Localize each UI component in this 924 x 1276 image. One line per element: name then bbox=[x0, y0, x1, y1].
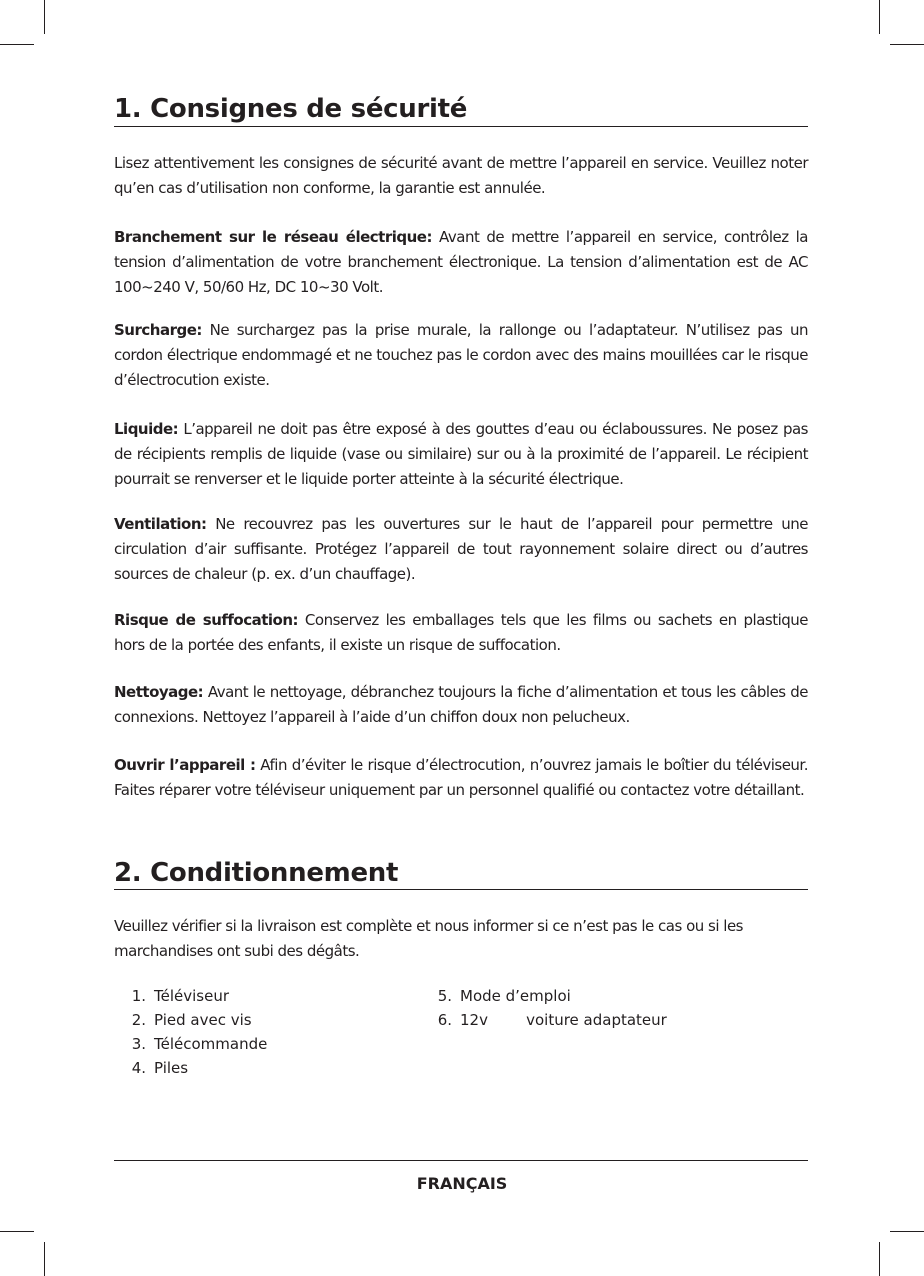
safety-item-overload bbox=[114, 318, 808, 393]
safety-item-suffocation bbox=[114, 608, 808, 658]
packaging-list-left bbox=[122, 984, 267, 1080]
safety-item-label: Liquide: bbox=[114, 420, 179, 438]
footer-language-label: FRANÇAIS bbox=[416, 1174, 508, 1193]
safety-item-cleaning bbox=[114, 680, 808, 730]
list-item: 3. Télécommande bbox=[131, 1035, 268, 1053]
safety-item-ventilation bbox=[114, 512, 808, 587]
crop-mark bbox=[879, 0, 880, 34]
crop-mark bbox=[879, 1242, 880, 1276]
section-title-safety: 1. Consignes de sécurité bbox=[114, 94, 468, 124]
crop-mark bbox=[890, 1231, 924, 1232]
list-item: 2. Pied avec vis bbox=[131, 1011, 252, 1029]
section-rule bbox=[114, 889, 808, 890]
safety-intro: Lisez attentivement les consignes de sécurité avant de mettre l’appareil en service. Veuillez noter qu’en cas d’utilisation non conforme, la garantie est annulée. bbox=[114, 154, 808, 197]
list-item: 6. 12v voiture adaptateur bbox=[437, 1011, 667, 1029]
section-rule bbox=[114, 126, 808, 127]
safety-item-text: Conservez les emballages tels que les films ou sachets en plastique hors de la portée des enfants, il existe un risque de suffocation. bbox=[114, 611, 809, 654]
safety-item-text: Ne surchargez pas la prise murale, la rallonge ou l’adaptateur. N’utilisez pas un cordon électrique endommagé et ne touchez pas le cordon avec des mains mouillées car le risque d’électrocution existe. bbox=[114, 321, 808, 389]
safety-item-text: Ne recouvrez pas les ouvertures sur le haut de l’appareil pour permettre une circulation d’air suffisante. Protégez l’appareil de tout rayonnement solaire direct ou d’autres sources de chaleur (p. ex. d’un chauffage). bbox=[114, 515, 808, 583]
safety-item-label: Nettoyage: bbox=[114, 683, 204, 701]
safety-item-text: Avant de mettre l’appareil en service, contrôlez la tension d’alimentation de votre branchement électronique. La tension d’alimentation est de AC 100~240 V, 50/60 Hz, DC 10~30 Volt. bbox=[114, 228, 808, 296]
packaging-intro: Veuillez vérifier si la livraison est complète et nous informer si ce n’est pas le cas ou si les marchandises ont subi des dégâts. bbox=[114, 917, 743, 960]
crop-mark bbox=[44, 1242, 45, 1276]
crop-mark bbox=[0, 1231, 34, 1232]
safety-item-label: Branchement sur le réseau électrique: bbox=[114, 228, 432, 246]
packaging-list-right bbox=[428, 984, 667, 1032]
crop-mark bbox=[44, 0, 45, 34]
safety-item-liquid bbox=[114, 417, 808, 492]
safety-item-label: Ouvrir l’appareil : bbox=[114, 756, 256, 774]
safety-item-label: Risque de suffocation: bbox=[114, 611, 299, 629]
safety-item-text: L’appareil ne doit pas être exposé à des gouttes d’eau ou éclaboussures. Ne posez pas de récipients remplis de liquide (vase ou similaire) sur ou à la proximité de l’appareil. Le récipient pourrait se renverser et le liquide porter atteinte à la sécurité électrique. bbox=[114, 420, 808, 488]
list-item: 1. Téléviseur bbox=[131, 987, 229, 1005]
footer-rule bbox=[114, 1160, 808, 1161]
safety-item-label: Ventilation: bbox=[114, 515, 207, 533]
safety-item-label: Surcharge: bbox=[114, 321, 202, 339]
section-title-packaging: 2. Conditionnement bbox=[114, 858, 399, 888]
safety-item-text: Avant le nettoyage, débranchez toujours la fiche d’alimentation et tous les câbles de connexions. Nettoyez l’appareil à l’aide d’un chiffon doux non pelucheux. bbox=[114, 683, 808, 726]
crop-mark bbox=[890, 44, 924, 45]
safety-item-power bbox=[114, 225, 808, 300]
safety-item-opening bbox=[114, 753, 808, 803]
safety-item-text: Afin d’éviter le risque d’électrocution, n’ouvrez jamais le boîtier du téléviseur. Faites réparer votre téléviseur uniquement par un personnel qualifié ou contactez votre détaillant. bbox=[114, 756, 808, 799]
list-item: 4. Piles bbox=[131, 1059, 189, 1077]
list-item: 5. Mode d’emploi bbox=[437, 987, 571, 1005]
crop-mark bbox=[0, 44, 34, 45]
